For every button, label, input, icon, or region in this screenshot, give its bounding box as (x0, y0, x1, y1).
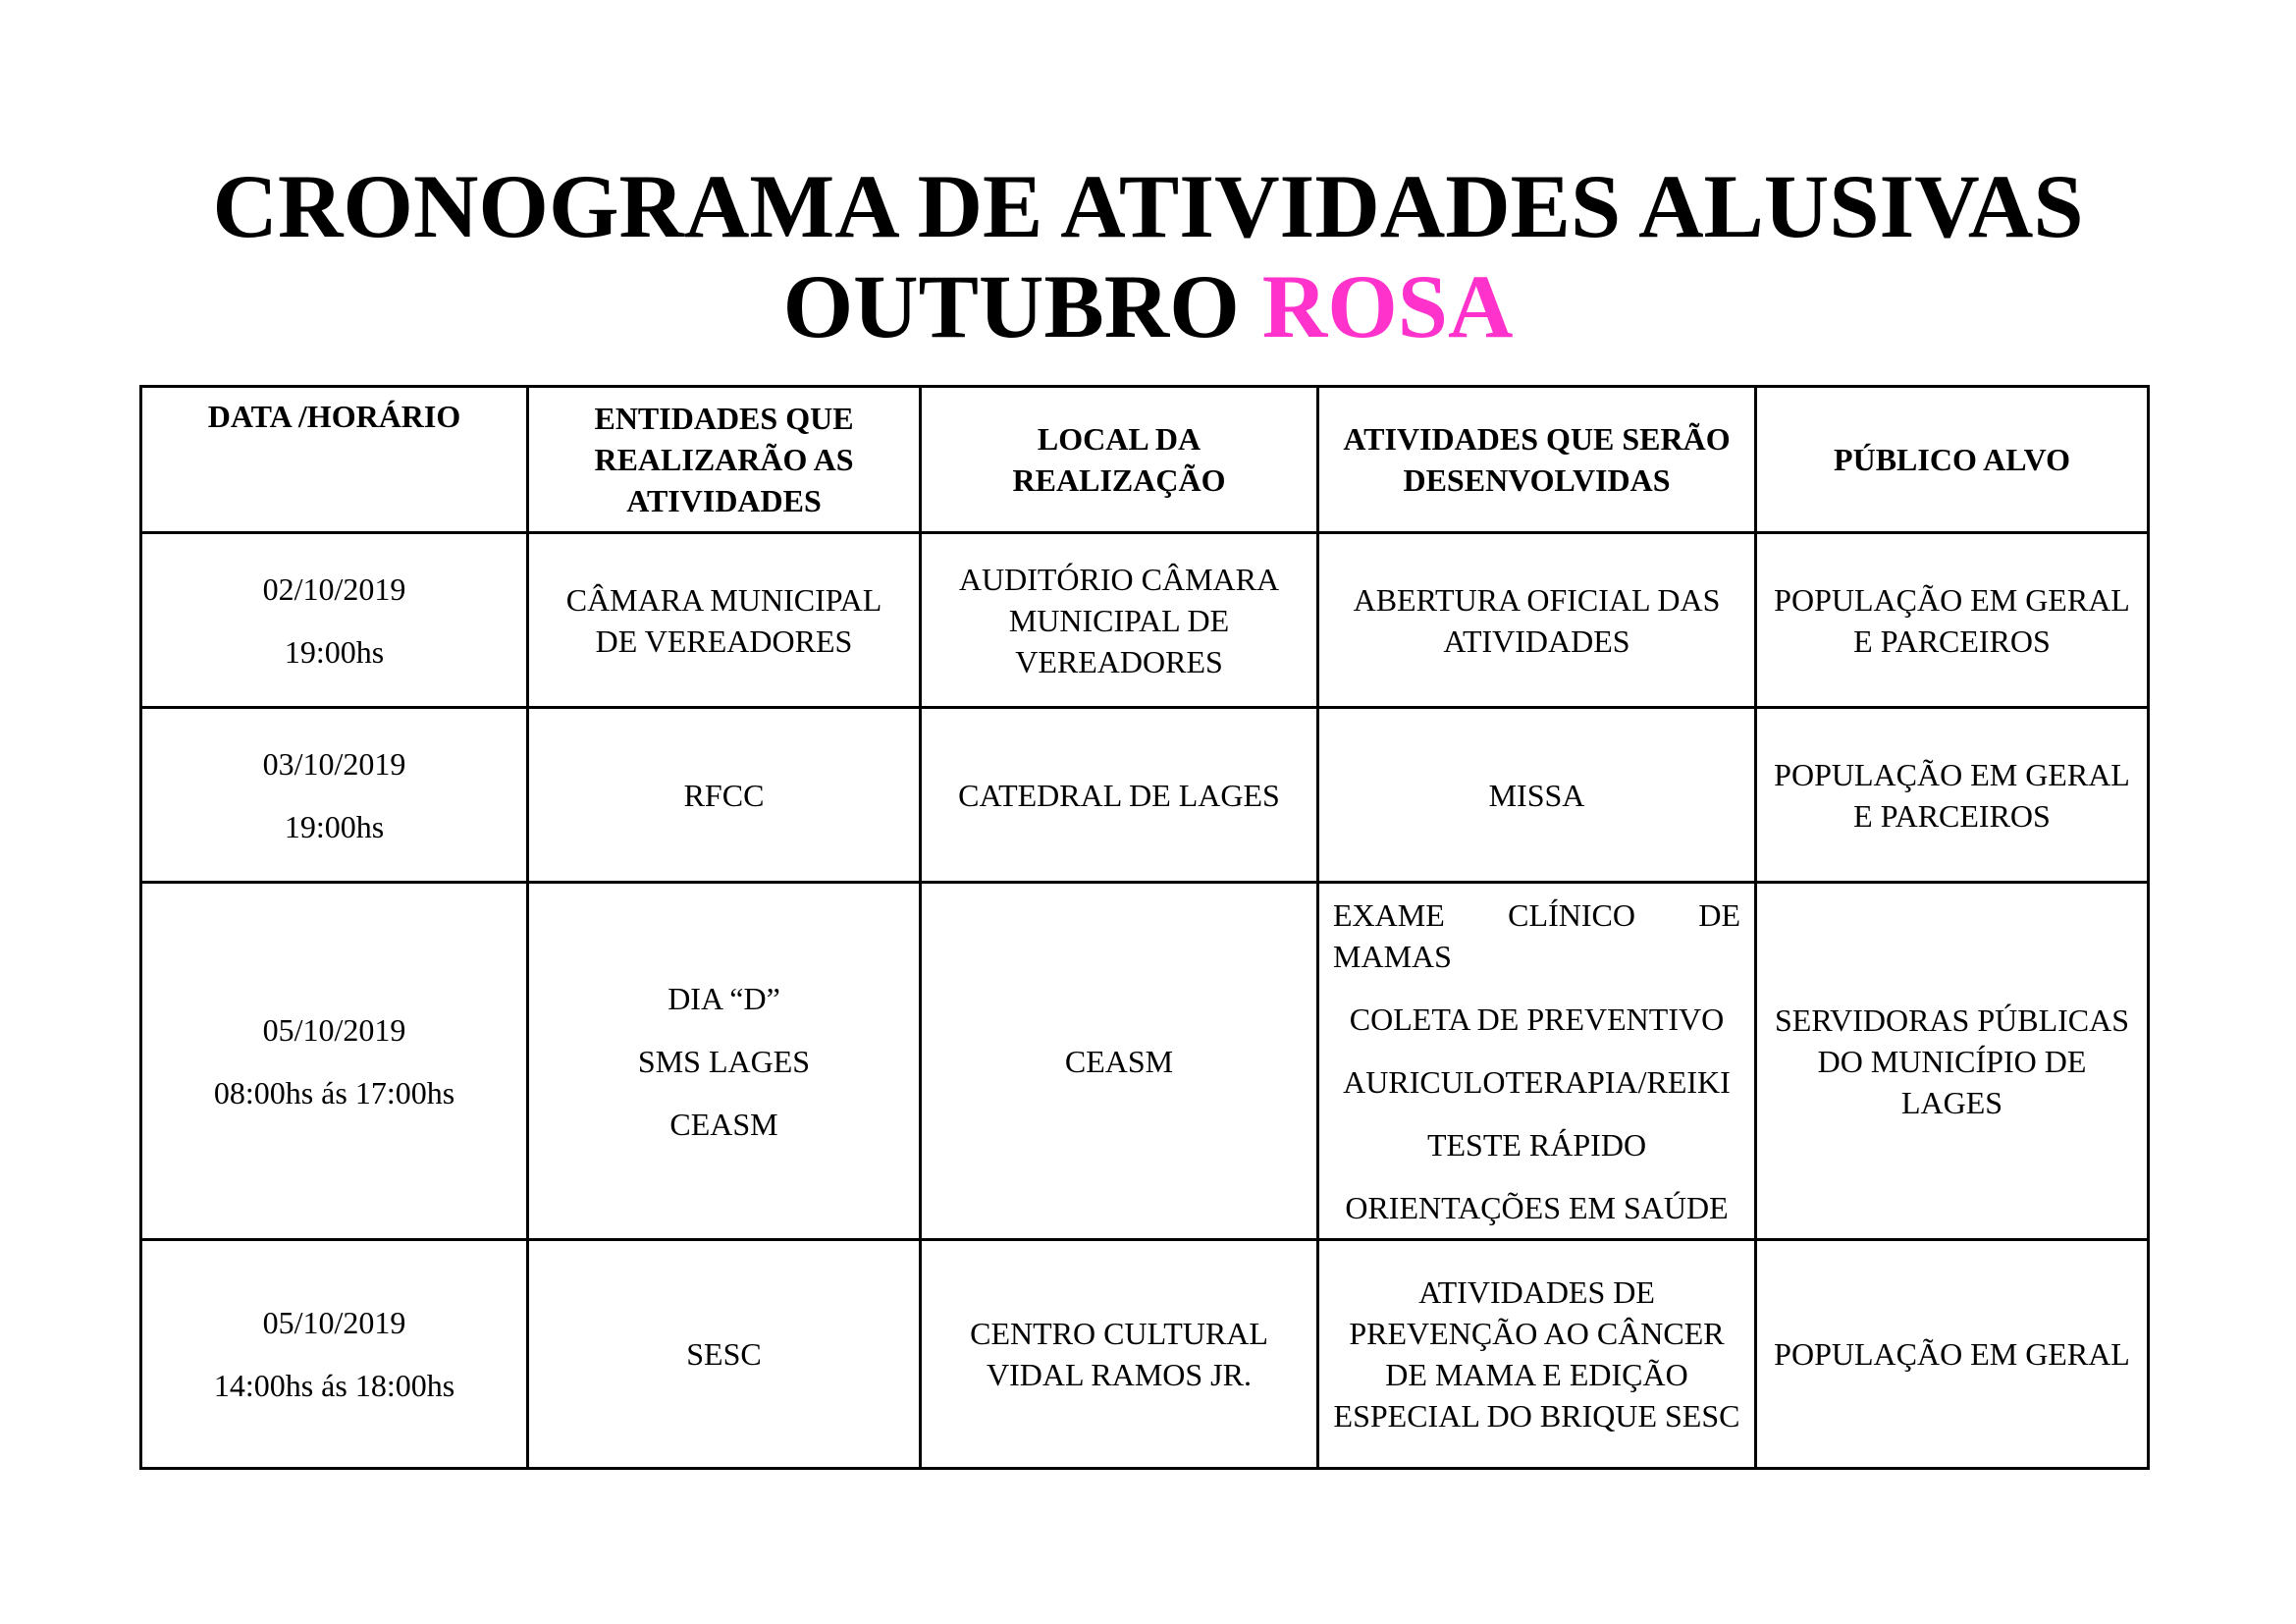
date-cell (141, 883, 528, 1240)
activity-item: COLETA DE PREVENTIVO (1349, 1001, 1725, 1037)
entity-line: DIA “D” (667, 980, 780, 1016)
entities-cell: RFCC (528, 708, 921, 883)
table-row (141, 708, 2149, 883)
location-cell: CATEDRAL DE LAGES (921, 708, 1318, 883)
table-header-row (141, 387, 2149, 533)
activities-cell: ATIVIDADES DE PREVENÇÃO AO CÂNCER DE MAMA E EDIÇÃO ESPECIAL DO BRIQUE SESC (1318, 1240, 1756, 1469)
location-cell: AUDITÓRIO CÂMARA MUNICIPAL DE VEREADORES (921, 533, 1318, 708)
time-text: 08:00hs ás 17:00hs (213, 1074, 455, 1110)
audience-cell: POPULAÇÃO EM GERAL E PARCEIROS (1756, 708, 2149, 883)
table-row (141, 533, 2149, 708)
entities-cell (528, 883, 921, 1240)
date-cell (141, 533, 528, 708)
entities-cell: SESC (528, 1240, 921, 1469)
time-text: 19:00hs (284, 633, 385, 670)
activity-item: ORIENTAÇÕES EM SAÚDE (1345, 1189, 1729, 1225)
activities-cell: MISSA (1318, 708, 1756, 883)
entity-line: CEASM (669, 1106, 778, 1142)
date-cell (141, 708, 528, 883)
activities-cell (1318, 883, 1756, 1240)
entities-cell: CÂMARA MUNICIPAL DE VEREADORES (528, 533, 921, 708)
activity-item: AURICULOTERAPIA/REIKI (1343, 1063, 1731, 1100)
date-cell (141, 1240, 528, 1469)
audience-cell: POPULAÇÃO EM GERAL (1756, 1240, 2149, 1469)
header-entities: ENTIDADES QUE REALIZARÃO AS ATIVIDADES (528, 387, 921, 533)
schedule-table (139, 385, 2150, 1470)
header-activities: ATIVIDADES QUE SERÃO DESENVOLVIDAS (1318, 387, 1756, 533)
date-text: 05/10/2019 (262, 1305, 406, 1340)
date-text: 03/10/2019 (262, 745, 406, 782)
activities-cell: ABERTURA OFICIAL DAS ATIVIDADES (1318, 533, 1756, 708)
entity-line: SMS LAGES (637, 1043, 811, 1079)
audience-cell: SERVIDORAS PÚBLICAS DO MUNICÍPIO DE LAGES (1756, 883, 2149, 1240)
header-location: LOCAL DA REALIZAÇÃO (921, 387, 1318, 533)
table-row (141, 883, 2149, 1240)
location-cell: CEASM (921, 883, 1318, 1240)
header-date-time: DATA /HORÁRIO (141, 387, 528, 533)
subtitle-accent: ROSA (1261, 256, 1514, 356)
page-subtitle (0, 257, 2296, 355)
time-text: 14:00hs ás 18:00hs (213, 1368, 455, 1403)
date-text: 05/10/2019 (262, 1011, 406, 1048)
date-text: 02/10/2019 (262, 570, 406, 607)
activity-item: TESTE RÁPIDO (1426, 1126, 1647, 1163)
audience-cell: POPULAÇÃO EM GERAL E PARCEIROS (1756, 533, 2149, 708)
time-text: 19:00hs (284, 808, 385, 844)
table-row (141, 1240, 2149, 1469)
subtitle-main: OUTUBRO (782, 256, 1240, 356)
header-audience: PÚBLICO ALVO (1756, 387, 2149, 533)
page-title: CRONOGRAMA DE ATIVIDADES ALUSIVAS (212, 156, 2084, 256)
activity-item: EXAME CLÍNICO DE MAMAS (1333, 896, 1740, 974)
location-cell: CENTRO CULTURAL VIDAL RAMOS JR. (921, 1240, 1318, 1469)
